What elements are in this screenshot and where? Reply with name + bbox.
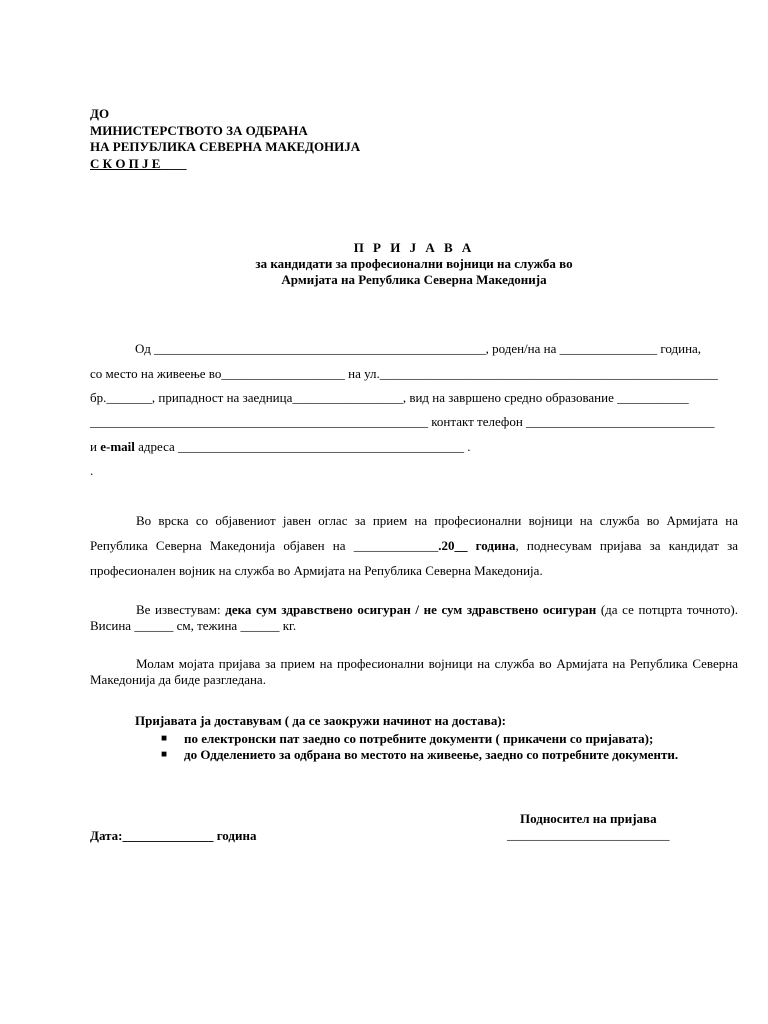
para2-text-1: Ве известувам: <box>136 602 226 617</box>
form-line-5-rest: адреса ____________________________________________ . <box>134 439 471 454</box>
document-title: П Р И Ј А В А <box>353 240 475 255</box>
bullet-icon: ■ <box>161 733 168 744</box>
form-line-5-prefix: и <box>90 439 101 454</box>
email-label: e-mail <box>100 439 135 454</box>
para2-text-2: (да се потцрта точното). Висина ______ см, тежина ______ кг. <box>90 602 738 633</box>
addressee-city-underline: ____ <box>160 155 187 171</box>
document-subtitle-1: за кандидати за професионални војници на служба во <box>255 256 573 271</box>
paragraph-announcement <box>90 508 738 583</box>
paragraph-request <box>90 656 738 688</box>
bullet-icon: ■ <box>161 749 168 760</box>
delivery-option-label: по електронски пат заедно со потребните документи ( прикачени со пријавата); <box>184 731 654 746</box>
delivery-heading: Пријавата ја доставувам ( да се заокружи начинот на достава): <box>135 713 506 728</box>
document-title-block <box>0 240 768 288</box>
addressee-line-1: ДО <box>90 106 110 121</box>
date-field: Дата:______________ година <box>90 828 257 843</box>
addressee-line-2: МИНИСТЕРСТВОТО ЗА ОДБРАНА <box>90 122 308 138</box>
addressee-block <box>90 106 360 172</box>
form-line-1: Од ___________________________________________________, роден/на на _______________ година, <box>135 341 702 356</box>
delivery-option-label: до Одделението за одбрана во местото на живеење, заедно со потребните документи. <box>184 747 679 762</box>
para2-insurance-options: дека сум здравствено осигуран / не сум здравствено осигуран <box>225 602 597 617</box>
form-line-2: со место на живеење во___________________ на ул.____________________________________________________ <box>90 366 718 381</box>
para1-text-2: , поднесувам пријава за кандидат за професионален војник на служба во Армијата на Република Северна Македонија. <box>90 538 738 578</box>
addressee-line-3: НА РЕПУБЛИКА СЕВЕРНА МАКЕДОНИЈА <box>90 139 361 154</box>
para1-year: .20__ година <box>438 538 516 553</box>
para3-text: Молам мојата пријава за прием на професионални војници на служба во Армијата на Република Северна Македонија да биде разгледана. <box>90 656 738 687</box>
form-line-5 <box>90 439 471 455</box>
addressee-city <box>90 156 360 173</box>
form-line-3: бр._______, припадност на заедница_________________, вид на завршено средно образование ___________ <box>90 390 689 405</box>
paragraph-insurance <box>90 602 738 634</box>
form-line-4: ____________________________________________________ контакт телефон _____________________________ <box>90 414 715 429</box>
signature-label: Подносител на пријава <box>520 811 657 826</box>
para1-text-1: Во врска со објавениот јавен оглас за прием на професионални војници на служба во Армијата на Република Северна Македонија објавен на _____________ <box>90 513 738 553</box>
document-subtitle-2: Армијата на Република Северна Македонија <box>281 272 547 287</box>
addressee-city-name: С К О П Ј Е <box>90 155 161 171</box>
signature-line: _________________________ <box>507 827 670 842</box>
stray-dot: . <box>90 463 94 478</box>
